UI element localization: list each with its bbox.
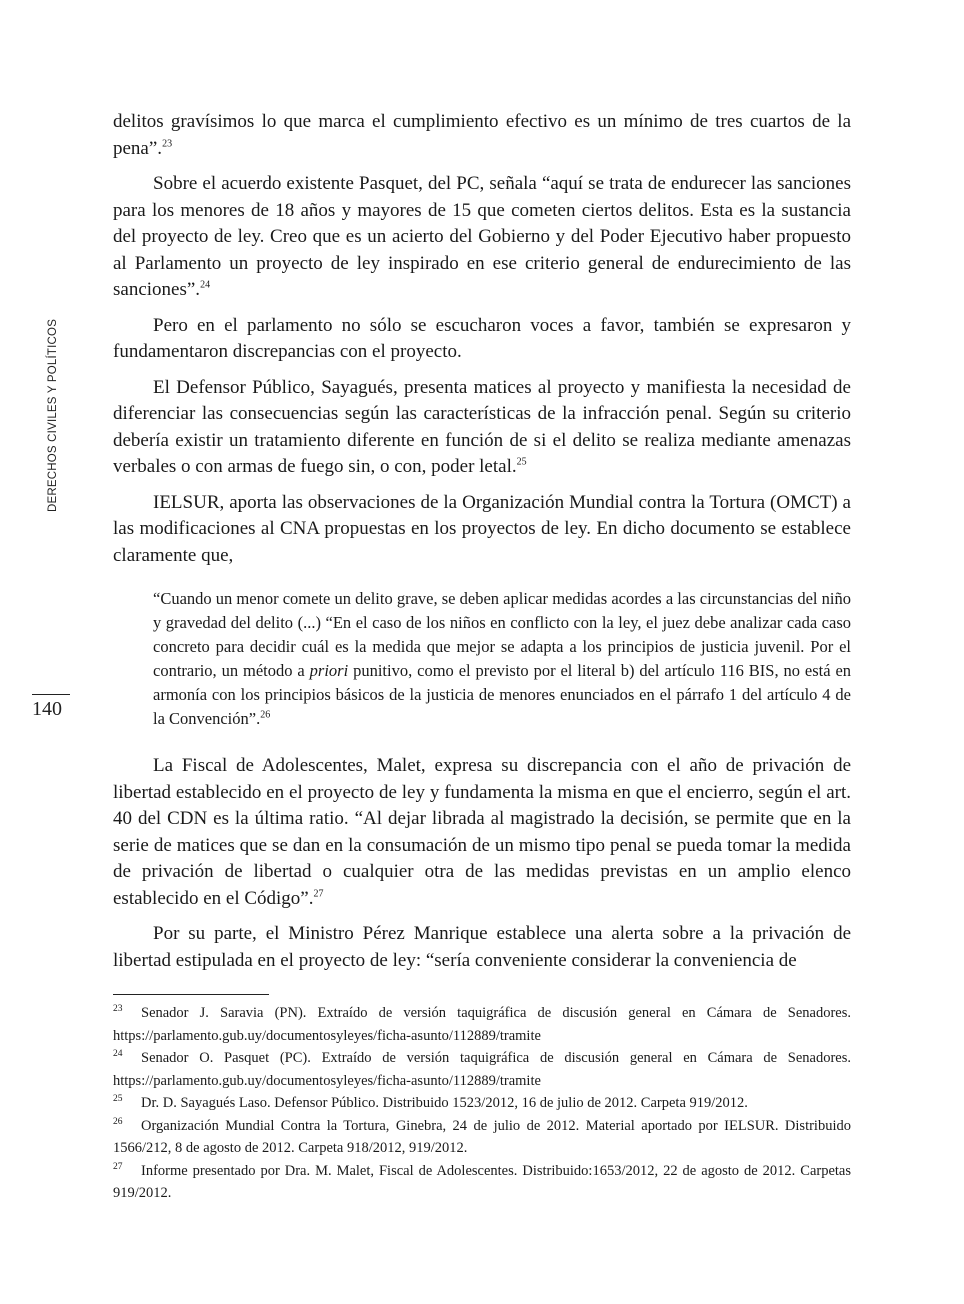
section-title: DERECHOS CIVILES Y POLÍTICOS — [47, 318, 59, 512]
paragraph: delitos gravísimos lo que marca el cumplimiento efectivo es un mínimo de tres cuartos de la pena”.$^{23}$ — [113, 111, 851, 159]
footnote-number: 27 — [113, 1161, 123, 1172]
paragraph: Por su parte, el Ministro Pérez Manrique establece una alerta sobre a la privación de libertad estipulada en el proyecto de ley: “sería conveniente considerar la conveniencia de — [113, 923, 851, 971]
paragraph: Pero en el parlamento no sólo se escucharon voces a favor, también se expresaron y fundamentaron discrepancias con el proyecto. — [113, 314, 851, 362]
paragraph: Sobre el acuerdo existente Pasquet, del PC, señala “aquí se trata de endurecer las sanciones para los menores de 18 años y mayores de 15 que cometen ciertos delitos. Esta es la sustancia del proyecto de ley. Creo que es un acierto del Gobierno y del Poder Ejecutivo haber propuesto al Parlamento un proyecto de ley inspirado en ese criterio general de endurecimiento de las sanciones”.$^{24}$ — [113, 173, 851, 300]
page-number-rule — [32, 694, 70, 695]
footnote-ref: 24 — [200, 279, 211, 291]
footnote: 27 Informe presentado por Dra. M. Malet, Fiscal de Adolescentes. Distribuido:1653/2012, 22 de agosto de 2012. Carpetas 919/2012. — [113, 1161, 851, 1201]
page-number: 140 — [32, 698, 62, 720]
paragraph: La Fiscal de Adolescentes, Malet, expresa su discrepancia con el año de privación de libertad establecido en el proyecto de ley y fundamenta la misma en que el encierro, según el art. 40 del CDN es la última ratio. “Al dejar librada al magistrado la decisión, se permite que en la serie de matices que se dan en la consumación de un mismo tipo penal se pueda tomar la medida de privación de libertad o cualquier otra de las medidas previstas en un amplio elenco establecido en el Código”.$^{27}$ — [113, 755, 851, 909]
footnote-ref: 27 — [313, 888, 324, 900]
footnote: 24 Senador O. Pasquet (PC). Extraído de versión taquigráfica de discusión general en Cámara de Senadores. https://parlamento.gub.uy/documentosyleyes/ficha-asunto/112889/tramite — [113, 1049, 851, 1089]
running-header-vertical — [47, 316, 63, 512]
footnote-number: 24 — [113, 1049, 123, 1059]
block-quote: “Cuando un menor comete un delito grave, se deben aplicar medidas acordes a las circunstancias del niño y gravedad del delito (...) “En el caso de los niños en conflicto con la ley, el juez debe analizar cada caso concreto para decidir cuál es la medida que mejor se adapta a los principios de justicia juvenil. Por el contrario, un método a priori punitivo, como el previsto por el literal b) del artículo 116 BIS, no está en armonía con los principios básicos de la justicia de menores enunciados en el párrafo 1 del artículo 4 de la Convención”.$^{26}$ — [153, 589, 852, 728]
body-text — [113, 109, 851, 983]
paragraph: El Defensor Público, Sayagués, presenta matices al proyecto y manifiesta la necesidad de diferenciar las consecuencias según las características de la infracción penal. Según su criterio debería existir un tratamiento diferente en función de si el delito se realiza mediante amenazas verbales o con armas de fuego sin, o con, poder letal.$^{25}$ — [113, 376, 851, 477]
footnote-number: 23 — [113, 1004, 123, 1014]
footnote: 26 Organización Mundial Contra la Tortura, Ginebra, 24 de julio de 2012. Material aportado por IELSUR. Distribuido 1566/212, 8 de agosto de 2012. Carpeta 918/2012, 919/2012. — [113, 1116, 851, 1156]
footnote-rule — [113, 994, 269, 995]
footnote-ref: 26 — [260, 709, 271, 721]
footnote: 25 Dr. D. Sayagués Laso. Defensor Público. Distribuido 1523/2012, 16 de julio de 2012. Carpeta 919/2012. — [113, 1094, 748, 1111]
footnote-ref: 23 — [162, 138, 173, 150]
italic-term: priori — [309, 661, 349, 680]
footnotes — [113, 1002, 851, 1205]
footnote-number: 25 — [113, 1094, 123, 1104]
paragraph: IELSUR, aporta las observaciones de la Organización Mundial contra la Tortura (OMCT) a las modificaciones al CNA propuestas en los proyectos de ley. En dicho documento se establece claramente que, — [113, 491, 851, 566]
footnote: 23 Senador J. Saravia (PN). Extraído de versión taquigráfica de discusión general en Cámara de Senadores. https://parlamento.gub.uy/documentosyleyes/ficha-asunto/112889/tramite — [113, 1004, 851, 1044]
footnote-ref: 25 — [516, 456, 527, 468]
footnote-number: 26 — [113, 1116, 123, 1127]
